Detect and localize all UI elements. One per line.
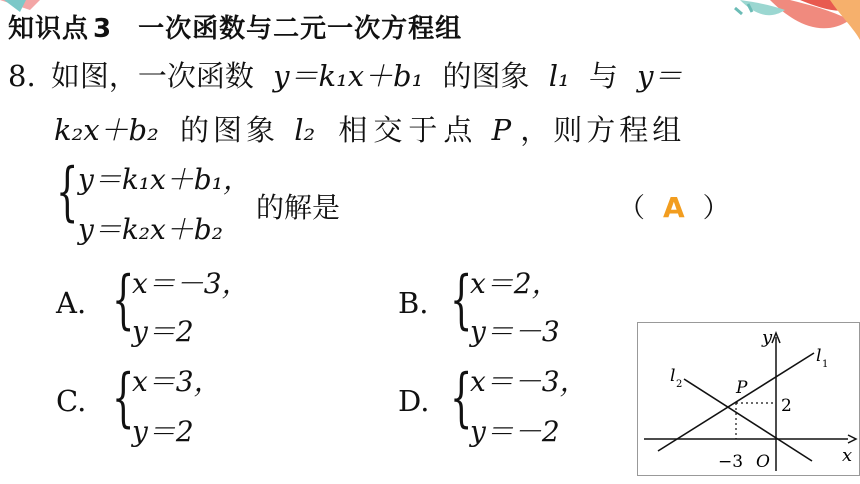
solution-text: 的解是 (256, 191, 341, 224)
system-equation-2: y＝k₂x＋b₂ (78, 213, 223, 246)
heading-prefix: 知识点 (8, 14, 90, 44)
option-c-brace: { (112, 361, 135, 435)
function-graph (637, 322, 860, 476)
option-b-label: B. (398, 286, 429, 320)
option-d-brace: { (450, 361, 473, 435)
x-axis-arrow (848, 435, 856, 443)
system-equation-1: y＝k₁x＋b₁， (78, 163, 251, 196)
function-1-equation: y＝k₁x＋b₁ (273, 59, 424, 93)
graph-of-text-2: 的图象 (179, 113, 279, 147)
point-p-graph-label: P (736, 378, 748, 398)
option-d-label: D. (398, 384, 430, 418)
option-c-eq1: x＝3， (132, 365, 222, 398)
decorative-leaves-top-right (730, 0, 860, 48)
y-axis-label: y (762, 327, 773, 348)
question-intro: 如图，一次函数 (50, 59, 254, 93)
option-a-eq2: y＝2 (132, 315, 194, 348)
line-l2-label: l₂ (294, 113, 316, 147)
option-b-eq2: y＝－3 (470, 315, 560, 348)
x-axis-label: x (842, 445, 853, 466)
l2-graph-label: l (670, 366, 676, 386)
l2-subscript: 2 (676, 379, 683, 390)
x-value-label: −3 (718, 452, 744, 472)
option-b-brace: { (450, 263, 473, 337)
intersect-text: 相交于点 (338, 113, 479, 147)
and-text: 与 (588, 59, 618, 93)
question-line-1 (8, 56, 682, 96)
system-brace: { (56, 155, 79, 229)
option-a-brace: { (112, 263, 135, 337)
y-value-label: 2 (781, 396, 792, 416)
section-heading (8, 8, 462, 44)
line-l2 (684, 379, 812, 461)
option-d-eq1: x＝－3， (470, 365, 588, 398)
function-2-start: y＝ (637, 59, 683, 93)
graph-of-text: 的图象 (442, 59, 530, 93)
question-line-2 (54, 110, 685, 150)
graph-svg (638, 323, 859, 475)
option-a-eq1: x＝－3， (132, 267, 250, 300)
answer-bracket (618, 186, 730, 225)
question-number: 8. (8, 59, 36, 93)
heading-title: 一次函数与二元一次方程组 (138, 14, 463, 44)
line-l1-label: l₁ (548, 59, 570, 93)
function-2-equation: k₂x＋b₂ (54, 113, 159, 147)
answer-open-paren: （ (618, 193, 645, 224)
origin-label: O (756, 452, 770, 472)
option-c-label: C. (56, 384, 87, 418)
option-c-eq2: y＝2 (132, 415, 194, 448)
answer-close-paren: ） (702, 193, 730, 224)
l1-graph-label: l (816, 346, 822, 366)
heading-number: 3 (93, 14, 113, 44)
point-p-label: P (491, 113, 512, 147)
l1-subscript: 1 (822, 359, 829, 370)
option-b-eq1: x＝2， (470, 267, 560, 300)
system-intro-text: ，则方程组 (520, 113, 686, 147)
option-a-label: A. (56, 286, 87, 320)
answer-letter: A (663, 191, 685, 224)
option-d-eq2: y＝－2 (470, 415, 560, 448)
